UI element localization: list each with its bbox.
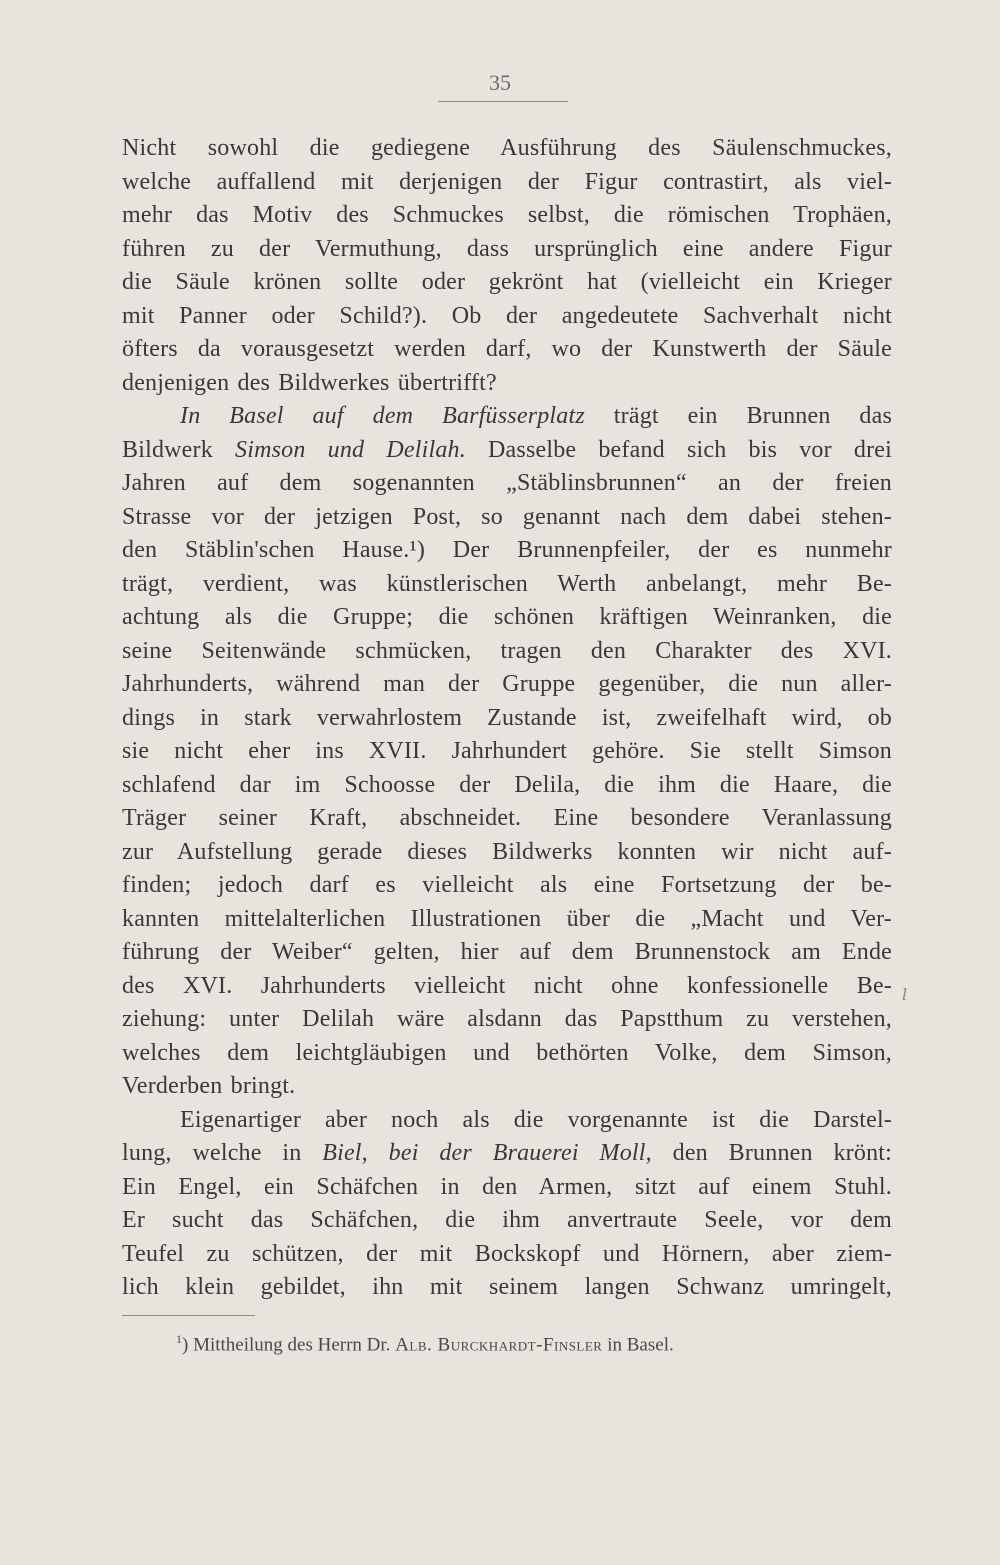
text-line: mit Panner oder Schild?). Ob der angedeutete Sachverhalt nicht: [122, 302, 892, 329]
text-line: mehr das Motiv des Schmuckes selbst, die römischen Trophäen,: [122, 202, 892, 228]
text-line: trägt, verdient, was künstlerischen Werth anbelangt, mehr Be-: [122, 570, 892, 597]
text-line: dings in stark verwahrlostem Zustande ist, zweifelhaft wird, ob: [122, 704, 892, 731]
text-line: zur Aufstellung gerade dieses Bildwerks konnten wir nicht auf-: [122, 838, 892, 865]
text-line: achtung als die Gruppe; die schönen kräftigen Weinranken, die: [122, 604, 892, 630]
text-line: seine Seitenwände schmücken, tragen den Charakter des XVI.: [122, 637, 892, 664]
text-line: des XVI. Jahrhunderts vielleicht nicht ohne konfessionelle Be-: [122, 972, 892, 999]
text-line: lich klein gebildet, ihn mit seinem langen Schwanz umringelt,: [122, 1274, 892, 1300]
text-line: [122, 400, 892, 434]
text-line: Teufel zu schützen, der mit Bockskopf und Hörnern, aber ziem-: [122, 1240, 892, 1267]
text-line: schlafend dar im Schoosse der Delila, die ihm die Haare, die: [122, 771, 892, 798]
italic-phrase: In Basel auf dem Barfüsserplatz: [180, 403, 585, 429]
text-run: trägt ein Brunnen das: [584, 403, 892, 429]
text-line: den Stäblin'schen Hause.¹) Der Brunnenpfeiler, der es nunmehr: [122, 537, 892, 563]
body-text: [122, 132, 892, 1305]
footnote-marker: 1: [176, 1332, 182, 1346]
text-line: die Säule krönen sollte oder gekrönt hat (vielleicht ein Krieger: [122, 269, 892, 295]
text-line: Träger seiner Kraft, abschneidet. Eine besondere Veranlassung: [122, 805, 892, 831]
text-line: Er sucht das Schäfchen, die ihm anvertraute Seele, vor dem: [122, 1207, 892, 1233]
text-run: Dasselbe befand sich bis vor drei: [465, 436, 892, 463]
text-line: welches dem leichtgläubigen und bethörten Volke, dem Simson,: [122, 1039, 892, 1066]
text-line: Jahrhunderts, während man der Gruppe gegenüber, die nun aller-: [122, 671, 892, 697]
text-run: Bildwerk: [122, 436, 236, 463]
text-line: Nicht sowohl die gediegene Ausführung des Säulenschmuckes,: [122, 135, 892, 161]
footnote-rule: [122, 1315, 255, 1316]
text-line: Eigenartiger aber noch als die vorgenannte ist die Darstel-: [180, 1106, 892, 1133]
page-number: 35: [489, 70, 511, 95]
text-line: ziehung: unter Delilah wäre alsdann das Papstthum zu verstehen,: [122, 1006, 892, 1032]
italic-phrase: Biel, bei der Brauerei Moll,: [322, 1140, 652, 1166]
text-line: [122, 1137, 892, 1171]
text-line: führen zu der Vermuthung, dass ursprünglich eine andere Figur: [122, 235, 892, 262]
text-line: [122, 434, 892, 468]
text-line: welche auffallend mit derjenigen der Figur contrastirt, als viel-: [122, 168, 892, 195]
text-line: öfters da vorausgesetzt werden darf, wo der Kunstwerth der Säule: [122, 336, 892, 362]
text-line: sie nicht eher ins XVII. Jahrhundert gehöre. Sie stellt Simson: [122, 738, 892, 764]
text-run: lung, welche in: [122, 1140, 323, 1166]
margin-pencil-mark: l: [902, 985, 908, 1004]
text-line: kannten mittelalterlichen Illustrationen über die „Macht und Ver-: [122, 905, 892, 932]
text-line: denjenigen des Bildwerkes übertrifft?: [122, 369, 497, 396]
text-line: Verderben bringt.: [122, 1073, 296, 1099]
footnote-lead: ) Mittheilung des Herrn Dr.: [182, 1334, 396, 1356]
text-line: führung der Weiber“ gelten, hier auf dem Brunnenstock am Ende: [122, 939, 892, 965]
text-line: finden; jedoch darf es vielleicht als eine Fortsetzung der be-: [122, 872, 892, 898]
text-run: den Brunnen krönt:: [651, 1140, 892, 1166]
text-line: Ein Engel, ein Schäfchen in den Armen, sitzt auf einem Stuhl.: [122, 1173, 892, 1200]
text-line: Jahren auf dem sogenannten „Stäblinsbrunnen“ an der freien: [122, 470, 892, 496]
italic-phrase: Simson und Delilah.: [235, 436, 466, 463]
text-line: Strasse vor der jetzigen Post, so genannt nach dem dabei stehen-: [122, 503, 892, 530]
header-rule: [438, 101, 568, 102]
footnote-tail: in Basel.: [602, 1334, 674, 1356]
footnote-name: Alb. Burckhardt-Finsler: [395, 1334, 603, 1356]
footnote: [176, 1332, 674, 1356]
